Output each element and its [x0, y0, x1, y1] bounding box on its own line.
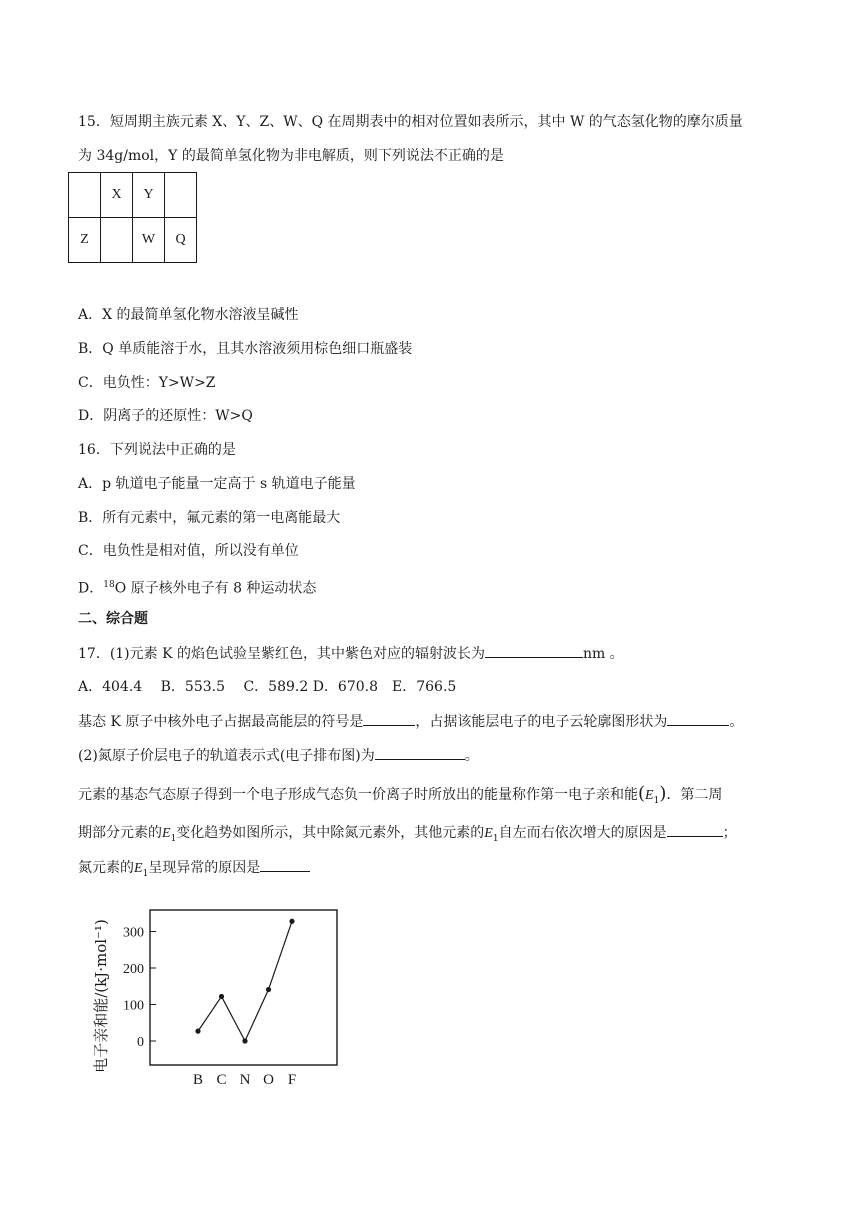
answer-blank[interactable] — [667, 822, 723, 837]
x-tick-label: O — [263, 1072, 274, 1088]
answer-blank[interactable] — [375, 745, 465, 760]
y-tick-label: 200 — [123, 962, 144, 977]
q16-stem: 16．下列说法中正确的是 — [78, 442, 236, 458]
x-tick-label: B — [192, 1072, 204, 1088]
answer-blank[interactable] — [363, 711, 415, 726]
q17-text: 17．(1)元素 K 的焰色试验呈紫红色，其中紫色对应的辐射波长为 — [78, 646, 486, 662]
mass-number: 18 — [103, 580, 115, 590]
q17-unit: nm 。 — [583, 646, 624, 662]
data-point — [219, 994, 224, 999]
q17-text: 基态 K 原子中核外电子占据最高能层的符号是 — [78, 714, 364, 730]
q15-stem-line2: 为 34g/mol，Y 的最简单氢化物为非电解质，则下列说法不正确的是 — [78, 148, 504, 164]
e1-symbol: E — [645, 788, 654, 803]
electron-affinity-chart — [88, 900, 348, 1090]
q16-option-b: B．所有元素中，氟元素的第一电离能最大 — [78, 510, 341, 526]
periodic-table-fragment — [68, 172, 197, 263]
q16-option-c: C．电负性是相对值，所以没有单位 — [78, 543, 299, 559]
e1-symbol: E — [134, 861, 143, 876]
table-cell: W — [133, 218, 165, 263]
paren-left: ( — [638, 783, 646, 804]
paren-right: ) — [659, 783, 667, 804]
q15-option-b: B．Q 单质能溶于水，且其水溶液须用棕色细口瓶盛装 — [78, 341, 413, 357]
q17-text: 期部分元素的 — [78, 825, 162, 841]
x-tick-label: N — [239, 1072, 251, 1088]
y-axis-label: 电子亲和能/(kJ·mol⁻¹) — [92, 919, 110, 1073]
e1-subscript: 1 — [492, 833, 499, 844]
table-cell — [101, 218, 133, 263]
e1-symbol: E — [484, 826, 493, 841]
q17-text: ．第二周 — [666, 787, 723, 803]
e1-symbol: E — [162, 826, 171, 841]
q17-line1 — [78, 643, 624, 664]
answer-blank[interactable] — [260, 857, 310, 872]
q17-line3 — [78, 711, 743, 732]
q17-text: ，占据该能层电子的电子云轮廓图形状为 — [415, 714, 668, 730]
q17-line7 — [78, 857, 310, 884]
e1-subscript: 1 — [170, 833, 177, 844]
q17-text: (2)氮原子价层电子的轨道表示式(电子排布图)为 — [78, 748, 375, 764]
q17-text: 。 — [464, 748, 479, 764]
series-line — [198, 921, 292, 1041]
q17-text: 。 — [729, 714, 744, 730]
q15-stem-line1: 15．短周期主族元素 X、Y、Z、W、Q 在周期表中的相对位置如表所示，其中 W 的气态氢化物的摩尔质量 — [78, 114, 743, 130]
q16-option-a: A．p 轨道电子能量一定高于 s 轨道电子能量 — [78, 476, 356, 492]
table-cell: Y — [133, 173, 165, 218]
q15-option-d: D．阴离子的还原性：W>Q — [78, 408, 253, 424]
q15-option-a: A．X 的最简单氢化物水溶液呈碱性 — [78, 307, 299, 323]
data-point — [195, 1029, 200, 1034]
table-cell — [165, 173, 197, 218]
option-text: O 原子核外电子有 8 种运动状态 — [114, 580, 317, 597]
q17-text: 自左而右依次增大的原因是 — [498, 825, 667, 841]
data-point — [266, 987, 271, 992]
q17-text: 元素的基态气态原子得到一个电子形成气态负一价离子时所放出的能量称作第一电子亲和能 — [78, 787, 638, 803]
e1-subscript: 1 — [653, 795, 660, 806]
q17-text: 变化趋势如图所示，其中除氮元素外，其他元素的 — [176, 825, 485, 841]
q17-line6 — [78, 822, 737, 849]
e1-subscript: 1 — [142, 868, 149, 879]
y-tick-label: 300 — [123, 925, 144, 941]
q17-text: ； — [722, 825, 737, 841]
answer-blank[interactable] — [667, 711, 729, 726]
table-cell: Z — [69, 218, 101, 263]
q16-option-d — [78, 575, 316, 599]
q17-line5 — [78, 784, 722, 811]
data-point — [242, 1038, 247, 1043]
y-tick-label: 0 — [137, 1035, 144, 1050]
q17-text: 氮元素的 — [78, 860, 134, 876]
x-tick-label: C — [216, 1072, 227, 1088]
q17-line4 — [78, 745, 479, 766]
q17-choices: A．404.4 B．553.5 C．589.2 D．670.8 E．766.5 — [78, 679, 457, 695]
x-tick-label: F — [287, 1072, 297, 1088]
option-label: D． — [78, 580, 104, 597]
table-cell: Q — [165, 218, 197, 263]
table-cell: X — [101, 173, 133, 218]
section-heading: 二、综合题 — [78, 611, 148, 627]
q15-option-c: C．电负性：Y>W>Z — [78, 375, 216, 391]
q17-text: 呈现异常的原因是 — [148, 860, 261, 876]
table-cell — [69, 173, 101, 218]
answer-blank[interactable] — [485, 643, 583, 658]
data-point — [289, 919, 294, 924]
y-tick-label: 100 — [123, 998, 144, 1014]
